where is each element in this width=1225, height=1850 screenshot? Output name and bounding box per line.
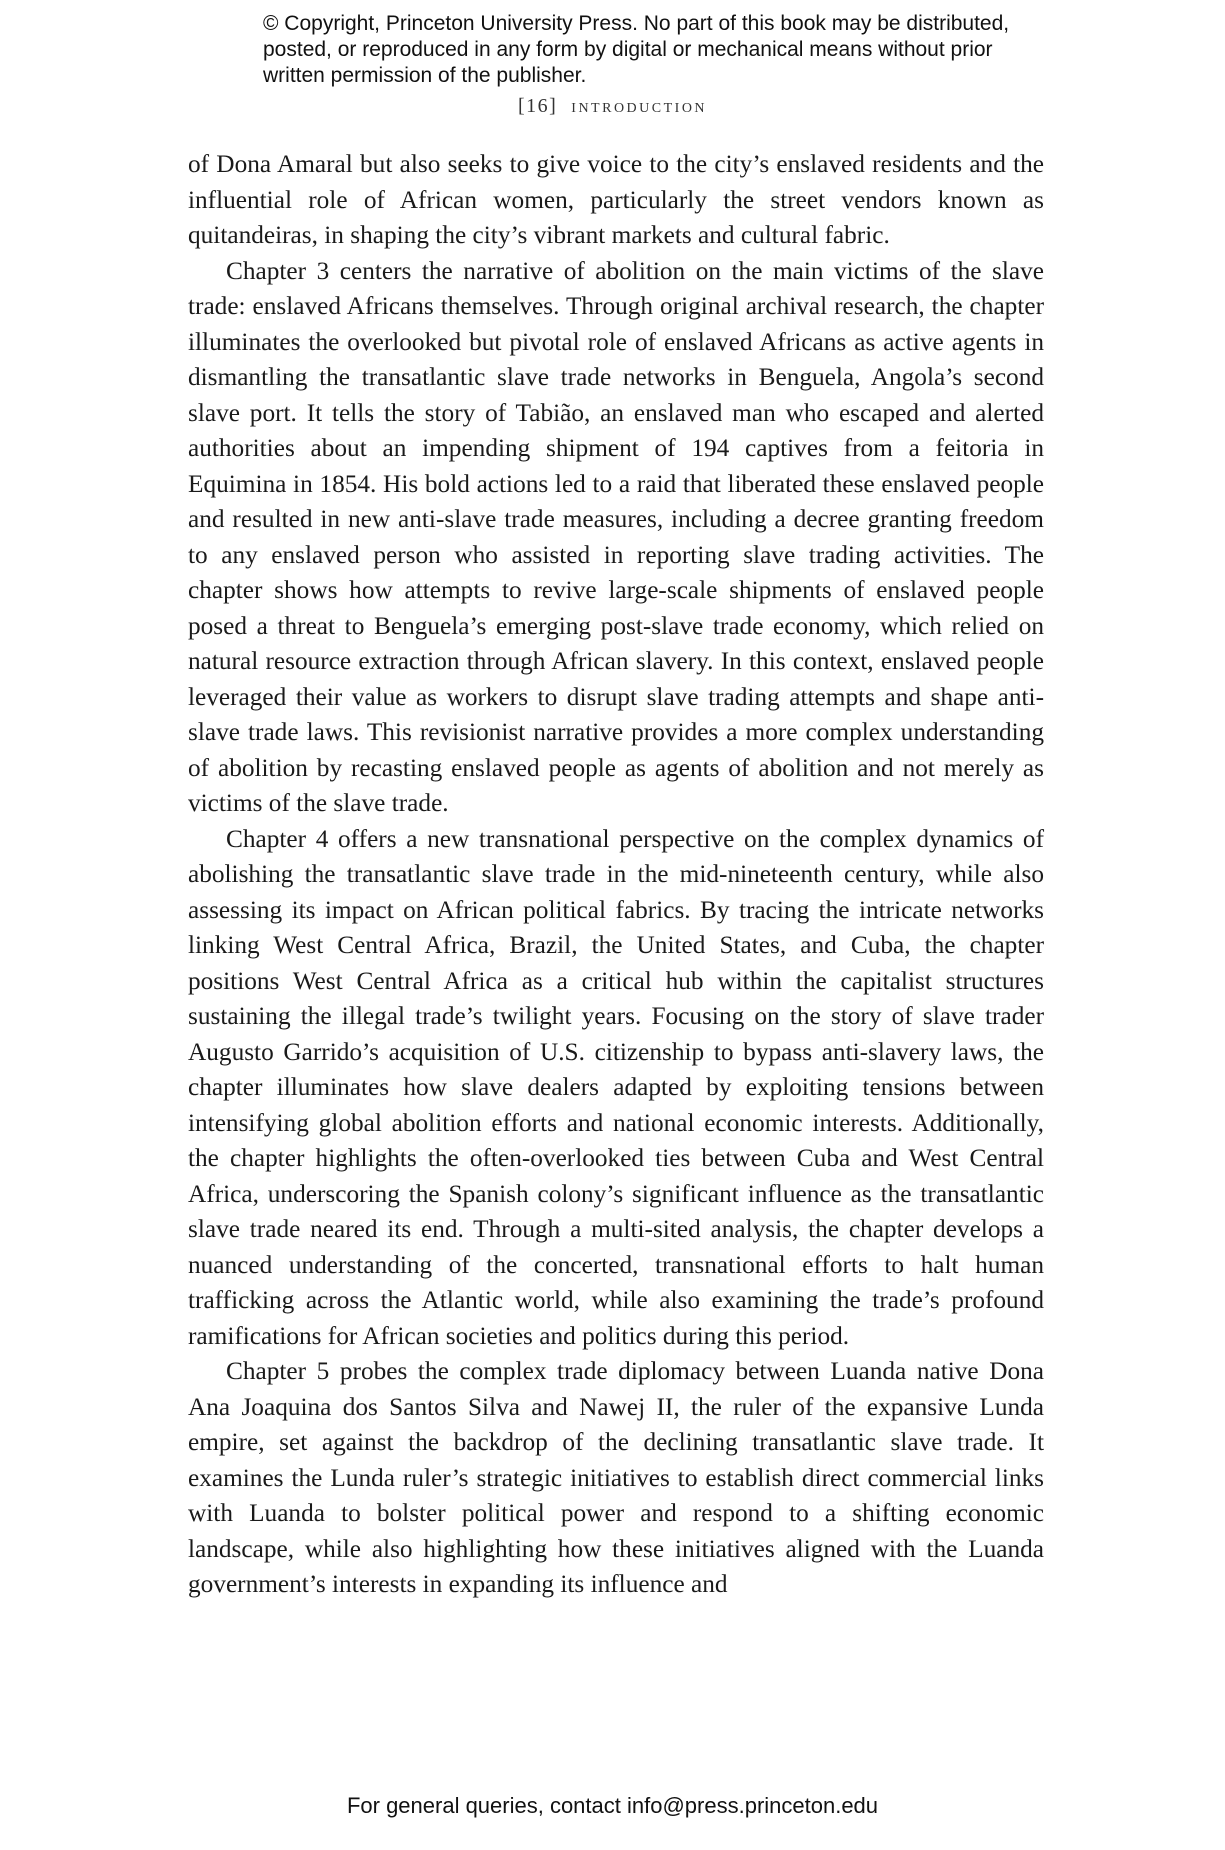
contact-footer: For general queries, contact info@press.princeton.edu <box>346 1793 879 1818</box>
paragraph-continued: of Dona Amaral but also seeks to give voice to the city’s enslaved residents and the influential role of African women, particularly the street vendors known as quitandeiras, in shaping the city’s vibrant markets and cultural fabric. <box>188 150 1044 249</box>
running-head <box>0 95 1225 118</box>
page-number: [16] <box>517 95 558 117</box>
paragraph-chapter-3: Chapter 3 centers the narrative of abolition on the main victims of the slave trade: enslaved Africans themselves. Through original archival research, the chapter illuminates the overlooked but pivotal role of enslaved Africans as active agents in dismantling the transatlantic slave trade networks in Benguela, Angola’s second slave port. It tells the story of Tabião, an enslaved man who escaped and alerted authorities about an impending shipment of 194 captives from a feitoria in Equimina in 1854. His bold actions led to a raid that liberated these enslaved people and resulted in new anti-slave trade measures, including a decree granting freedom to any enslaved person who assisted in reporting slave trading activities. The chapter shows how attempts to revive large-scale shipments of enslaved people posed a threat to Benguela’s emerging post-slave trade economy, which relied on natural resource extraction through African slavery. In this context, enslaved people leveraged their value as workers to disrupt slave trading attempts and shape anti-slave trade laws. This revisionist narrative provides a more complex understanding of abolition by recasting enslaved people as agents of abolition and not merely as victims of the slave trade. <box>188 256 1044 817</box>
copyright-notice: © Copyright, Princeton University Press. No part of this book may be distributed, posted, or reproduced in any form by digital or mechanical means without prior written permission of the publisher. <box>263 12 1010 87</box>
paragraph-chapter-4: Chapter 4 offers a new transnational perspective on the complex dynamics of abolishing the transatlantic slave trade in the mid-nineteenth century, while also assessing its impact on African political fabrics. By tracing the intricate networks linking West Central Africa, Brazil, the United States, and Cuba, the chapter positions West Central Africa as a critical hub within the capitalist structures sustaining the illegal trade’s twilight years. Focusing on the story of slave trader Augusto Garrido’s acquisition of U.S. citizenship to bypass anti-slavery laws, the chapter illuminates how slave dealers adapted by exploiting tensions between intensifying global abolition efforts and national economic interests. Additionally, the chapter highlights the often-overlooked ties between Cuba and West Central Africa, underscoring the Spanish colony’s significant influence as the transatlantic slave trade neared its end. Through a multi-sited analysis, the chapter develops a nuanced understanding of the concerted, transnational efforts to halt human trafficking across the Atlantic world, while also examining the trade’s profound ramifications for African societies and politics during this period. <box>188 824 1044 1350</box>
body-text <box>188 147 1044 1603</box>
section-title: introduction <box>571 95 708 117</box>
paragraph-chapter-5: Chapter 5 probes the complex trade diplomacy between Luanda native Dona Ana Joaquina dos Santos Silva and Nawej II, the ruler of the expansive Lunda empire, set against the backdrop of the declining transatlantic slave trade. It examines the Lunda ruler’s strategic initiatives to establish direct commercial links with Luanda to bolster political power and respond to a shifting economic landscape, while also highlighting how these initiatives aligned with the Luanda government’s interests in expanding its influence and <box>188 1357 1044 1598</box>
